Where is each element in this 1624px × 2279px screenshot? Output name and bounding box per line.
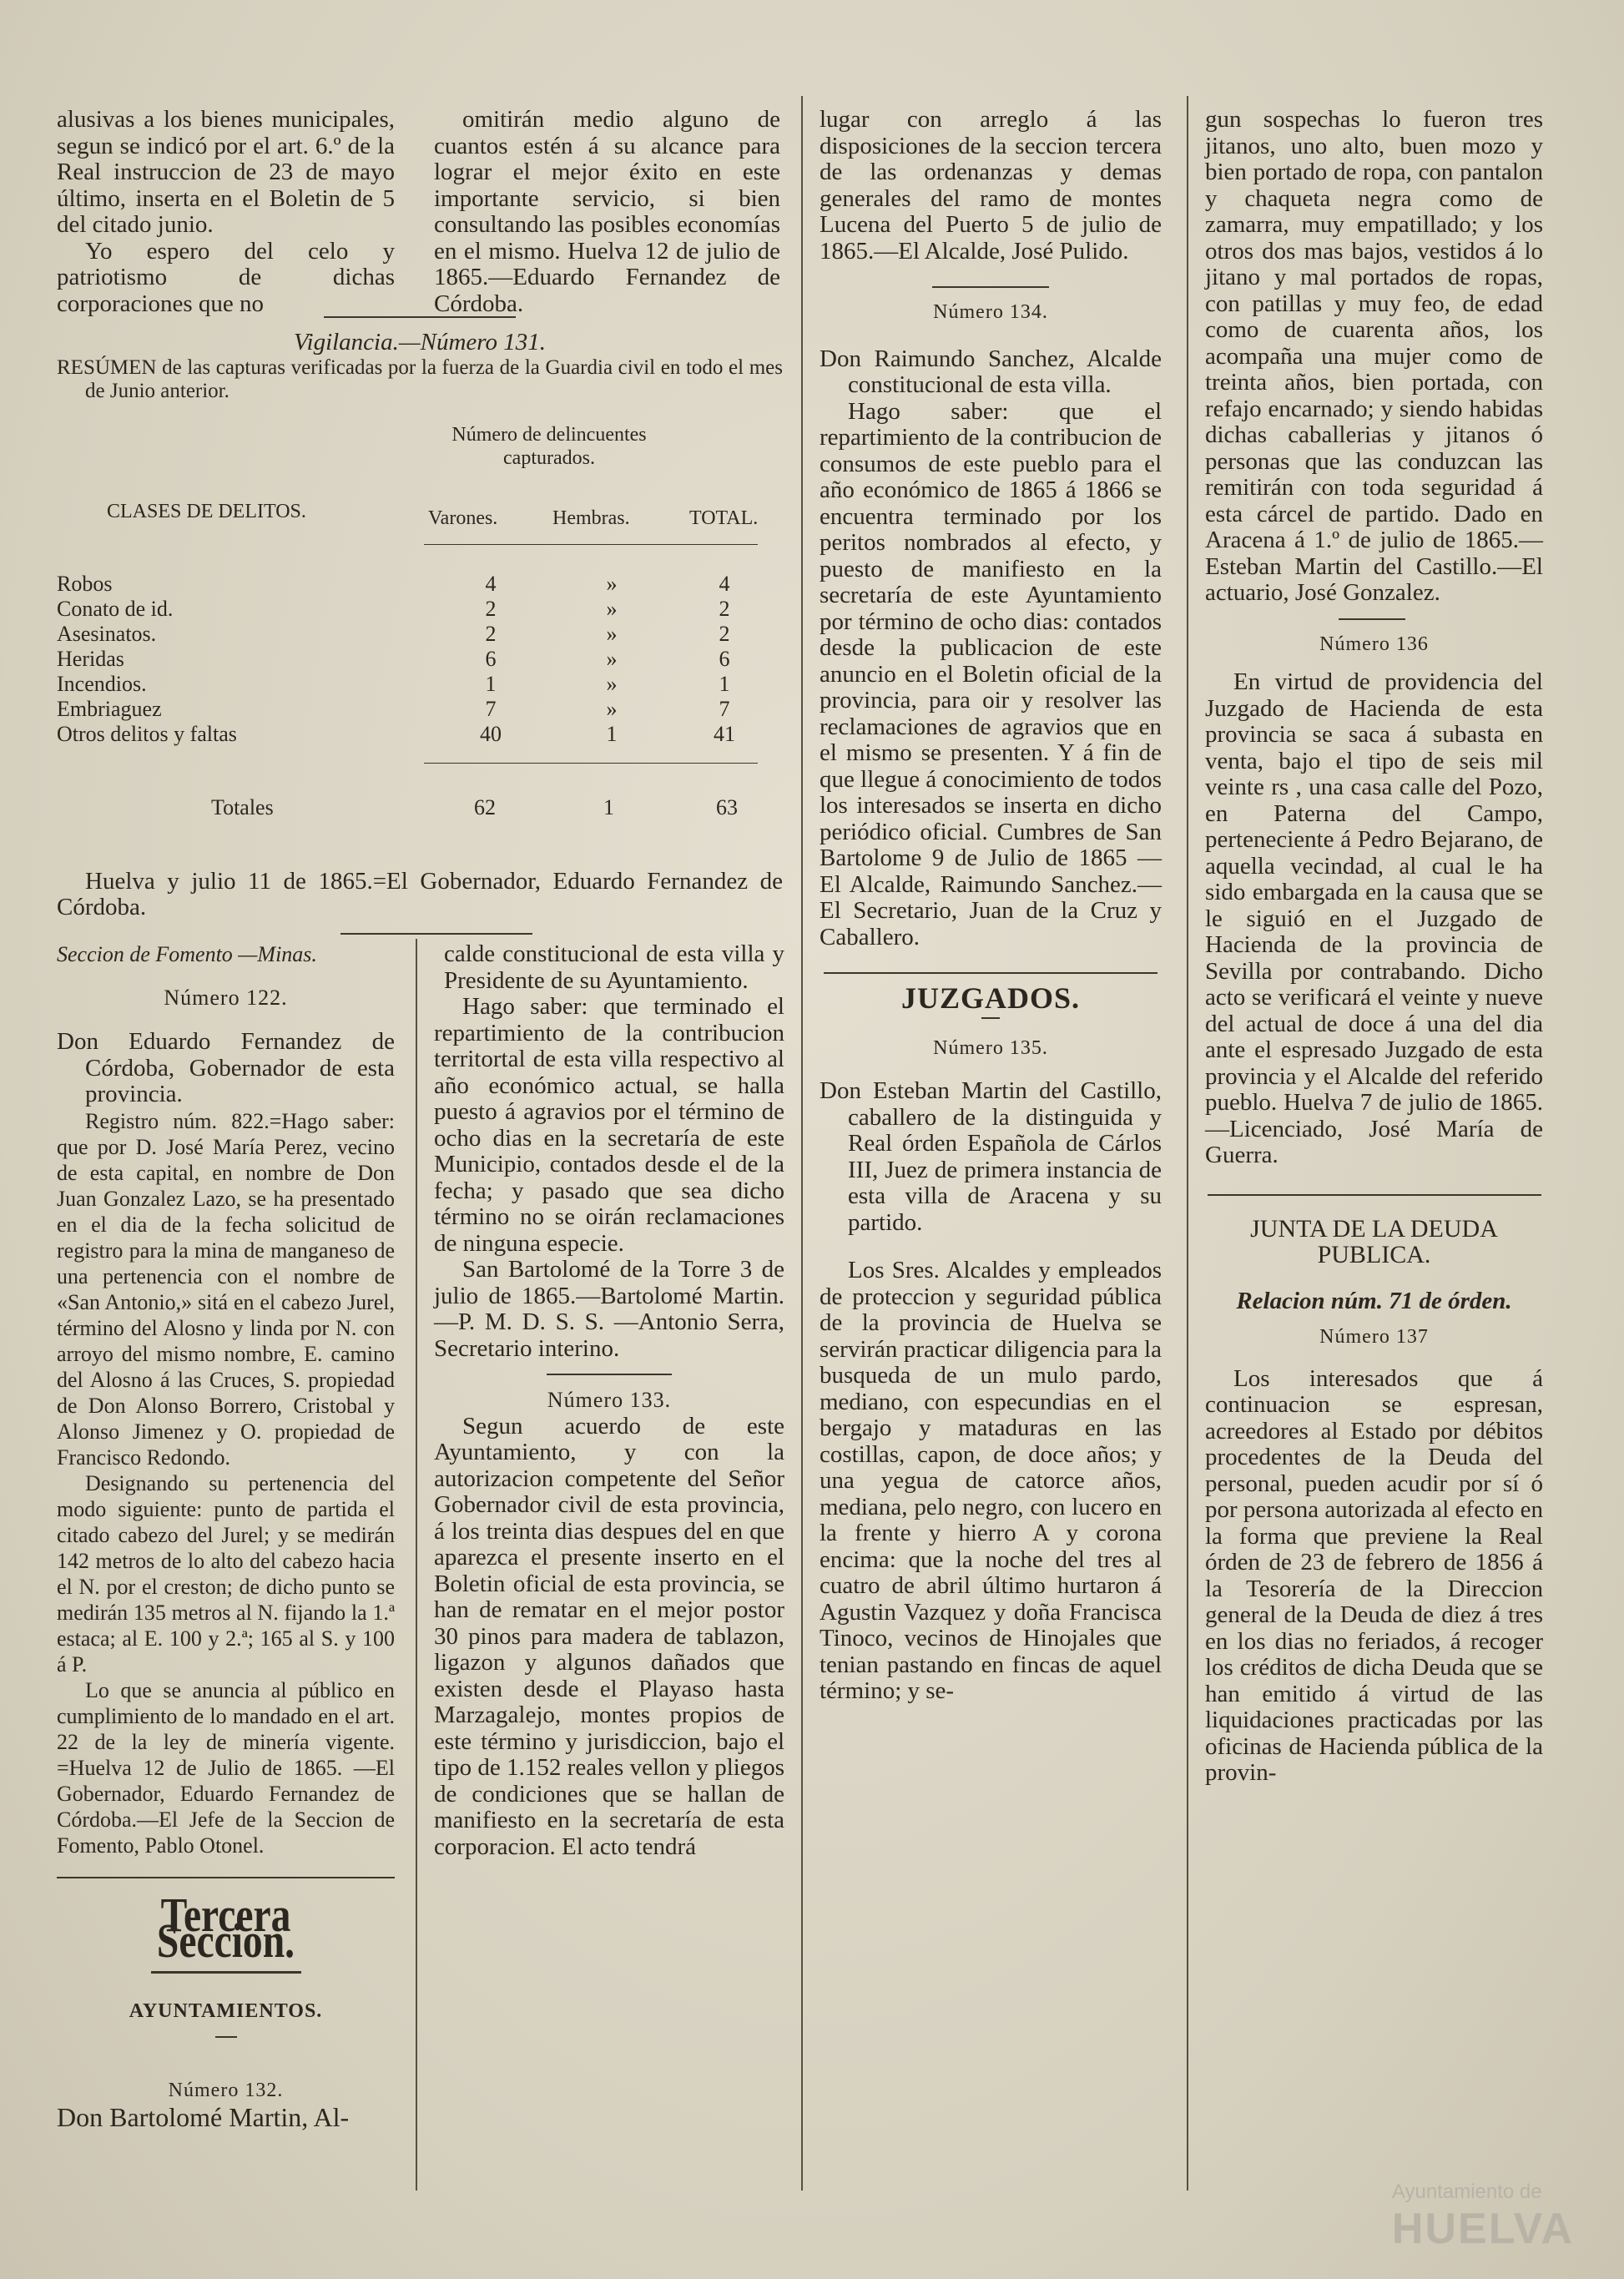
paragraph: Segun acuerdo de este Ayuntamiento, y con la autorizacion competente del Señor Gobernador civil de esta provincia, á los treinta dias despues del en que aparezca el presente inserto en el Boletin oficial de esta provincia, se han de rematar en el mejor postor 30 pinos para madera de tablazon, ligazon y algunos dañados que existen desde el Playaso hasta Marzagalejo, montes propios de este término y jurisdiccion, bajo el tipo de 1.152 reales vellon y pliegos de condiciones que se hallan de manifiesto en la secretaría de esta corporacion. El acto tendrá	[434, 1412, 784, 1860]
numero-134: Número 134.	[933, 301, 1048, 323]
row-label: Asesinatos.	[57, 621, 157, 646]
row-hembras: »	[606, 596, 618, 621]
numero-133: Número 133.	[547, 1388, 672, 1412]
row-varones: 40	[480, 721, 502, 746]
separator	[57, 1877, 395, 1878]
row-total: 7	[719, 696, 730, 721]
junta-heading: JUNTA DE LA DEUDA PUBLICA.	[1250, 1214, 1498, 1268]
table-row	[57, 622, 774, 647]
vigilancia-footer: Huelva y julio 11 de 1865.=El Gobernador, Eduardo Fernandez de Córdoba.	[57, 867, 783, 920]
row-varones: 2	[485, 596, 497, 621]
fomento-section: Seccion de Fomento —Minas.	[57, 942, 317, 966]
paragraph: gun sospechas lo fueron tres jitanos, uno alto, buen mozo y bien portado de ropa, con pantalon y chaqueta negra como de zamarra, muy empatillado; y los otros dos mas bajos, vestidos á lo jitano y mal portados de ropas, con patillas y muy feo, de edad como de cuarenta años, los acompaña una mujer como de treinta años, bien portada, con refajo encarnado; y siendo habidas dichas caballerias y jitanos ó personas que las conduzcan las remitirán con toda seguridad á esta cárcel de partido. Dado en Aracena á 1.º de julio de 1865.—Esteban Martin del Castillo.—El actuario, José Gonzalez.	[1205, 106, 1543, 606]
paragraph: En virtud de providencia del Juzgado de Hacienda de esta provincia se saca á subasta en venta, bajo el tipo de seis mil veinte rs , una casa calle del Pozo, en Paterna del Campo, perteneciente á Pedro Bejarano, de aquella vecindad, al cual le ha sido embargada en la causa que se le siguió en el Juzgado de Hacienda de la provincia de Sevilla por contrabando. Dicho acto se verificará el veinte y nueve del actual de doce á una del dia ante el espresado Juzgado de esta provincia y el Alcalde del referido pueblo. Huelva 7 de julio de 1865.—Licenciado, José María de Guerra.	[1205, 668, 1543, 1168]
fomento-numero: Número 122.	[164, 985, 288, 1010]
header-134: Don Raimundo Sanchez, Alcalde constitucional de esta villa.	[820, 345, 1162, 398]
separator	[981, 1017, 1000, 1019]
row-hembras: »	[606, 571, 618, 596]
numero-132: Número 132.	[168, 2080, 284, 2101]
vigilancia-summary: RESÚMEN de las capturas verificadas por la fuerza de la Guardia civil en todo el mes de Junio anterior.	[57, 355, 783, 402]
totals-label: Totales	[211, 794, 274, 819]
vigilancia-title: Vigilancia.—Número 131.	[293, 329, 547, 355]
column-3	[820, 107, 1162, 1705]
paragraph: omitirán medio alguno de cuantos estén á su alcance para lograr el mejor éxito en este importante servicio, si bien consultando las posibles economías en el mismo. Huelva 12 de julio de 1865.—Eduardo Fernandez de Córdoba.	[434, 106, 780, 317]
row-label: Embriaguez	[57, 696, 162, 721]
crime-rows	[57, 572, 774, 747]
column-1-top	[57, 107, 395, 317]
tercera-seccion-title: Tercera Seccion.	[156, 1887, 295, 1968]
paragraph: San Bartolomé de la Torre 3 de julio de 1865.—Bartolomé Martin.—P. M. D. S. S. —Antonio Serra, Secretario interino.	[434, 1256, 784, 1362]
row-varones: 2	[485, 621, 497, 646]
watermark-top: Ayuntamiento de	[1391, 2181, 1542, 2203]
row-hembras: »	[606, 646, 618, 671]
numero-136: Número 136	[1319, 633, 1429, 655]
table-row	[57, 647, 774, 672]
separator	[932, 286, 1049, 288]
row-total: 1	[719, 671, 730, 696]
row-total: 41	[714, 721, 735, 746]
paragraph: calde constitucional de esta villa y Presidente de su Ayuntamiento.	[444, 940, 784, 994]
col-varones: Varones.	[428, 507, 498, 529]
row-label: Incendios.	[57, 671, 147, 696]
row-total: 2	[719, 596, 730, 621]
paragraph: Los interesados que á continuacion se espresan, acreedores al Estado por débitos procedentes de la Deuda del personal, pueden acudir por sí ó por persona autorizada al efecto en la forma que previene la Real órden de 23 de febrero de 1856 á la Tesorería de la Direccion general de la Deuda de diez á tres en los dias no feriados, á recoger los créditos de dicha Deuda que se han emitido á virtud de las liquidaciones practicadas por las oficinas de Hacienda pública de la provin-	[1205, 1364, 1543, 1786]
column-divider	[416, 939, 417, 2191]
totals-hembras: 1	[603, 794, 614, 819]
ayuntamientos-heading: AYUNTAMIENTOS.	[129, 1999, 323, 2022]
numero-135: Número 135.	[933, 1036, 1048, 1059]
row-total: 4	[719, 571, 730, 596]
row-varones: 7	[485, 696, 497, 721]
row-label: Robos	[57, 571, 113, 596]
row-label: Conato de id.	[57, 596, 174, 621]
group-header: Número de delincuentes capturados.	[451, 423, 647, 469]
header-135: Don Esteban Martin del Castillo, caballero de la distinguida y Real órden Española de Cárlos III, Juez de primera instancia de esta villa de Aracena y su partido.	[820, 1077, 1162, 1236]
table-row	[57, 572, 774, 597]
paragraph: Lo que se anuncia al público en cumplimiento de lo mandado en el art. 22 de la ley de minería vigente. =Huelva 12 de Julio de 1865. —El Gobernador, Eduardo Fernandez de Córdoba.—El Jefe de la Seccion de Fomento, Pablo Otonel.	[57, 1677, 395, 1858]
header-rule	[424, 544, 758, 545]
separator	[340, 933, 532, 935]
row-total: 2	[719, 621, 730, 646]
table-row	[57, 722, 774, 747]
column-2-lower	[434, 941, 784, 1860]
column-2-top	[434, 107, 780, 317]
paragraph: Hago saber: que el repartimiento de la contribucion de consumos de este pueblo para el año económico de 1865 á 1866 se encuentra terminado por los peritos nombrados al efecto, y puesto de manifiesto en la secretaría de este Ayuntamiento por término de ocho dias: contados desde la publicacion de este anuncio en el Boletin oficial de la provincia, para oir y resolver las reclamaciones de agravios que en el mismo se presenten. Y á fin de que llegue á conocimiento de todos los interesados se inserta en dicho periódico oficial. Cumbres de San Bartolome 9 de Julio de 1865 — El Alcalde, Raimundo Sanchez.—El Secretario, Juan de la Cruz y Caballero.	[820, 397, 1162, 950]
totals-varones: 62	[474, 794, 496, 819]
separator	[824, 972, 1157, 974]
row-label: Heridas	[57, 646, 124, 671]
paragraph: Don Bartolomé Martin, Al-	[57, 2101, 350, 2132]
separator	[547, 1374, 672, 1375]
row-hembras: 1	[606, 721, 618, 746]
numero-137: Número 137	[1319, 1326, 1429, 1348]
row-varones: 4	[485, 571, 497, 596]
column-divider	[801, 96, 803, 2191]
ornament-rule	[151, 1971, 301, 1974]
vigilancia-block	[57, 305, 783, 946]
paragraph: Registro núm. 822.=Hago saber: que por D. José María Perez, vecino de esta capital, en nombre de Don Juan Gonzalez Lazo, se ha presentado en el dia de la fecha solicitud de registro para la mina de manganeso de una pertenencia con el nombre de «San Antonio,» sitá en el cabezo Jurel, término del Alosno y linda por N. con arroyo del mismo nombre, E. camino del Alosno á las Cruces, S. propiedad de Don Alonso Borrero, Cristobal y Alonso Jimenez y O. propiedad de Francisco Redondo.	[57, 1108, 395, 1470]
col-total: TOTAL.	[689, 507, 759, 529]
separator	[1208, 1194, 1541, 1196]
paragraph: lugar con arreglo á las disposiciones de la seccion tercera de las ordenanzas y demas generales del ramo de montes Lucena del Puerto 5 de julio de 1865.—El Alcalde, José Pulido.	[820, 106, 1162, 265]
paragraph: Los Sres. Alcaldes y empleados de proteccion y seguridad pública de la provincia de Huelva se servirán practicar diligencia para la busqueda de un mulo pardo, mediano, con especundias en el bergajo y mataduras en las costillas, capon, de doce años; y una yegua de catorce años, mediana, pelo negro, con lucero en la frente y hierro A y corona encima: que la noche del tres al cuatro de abril último hurtaron á Agustin Vazquez y doña Francisca Tinoco, vecinos de Hinojales que tenian pastando en fincas de aquel término; y se-	[820, 1257, 1162, 1704]
capture-table	[57, 423, 783, 874]
separator	[1339, 618, 1405, 620]
totals-total: 63	[716, 794, 738, 819]
row-varones: 1	[485, 671, 497, 696]
column-1-lower	[57, 941, 395, 2130]
column-divider	[1187, 96, 1188, 2191]
row-label: Otros delitos y faltas	[57, 721, 237, 746]
table-row	[57, 697, 774, 722]
row-hembras: »	[606, 696, 618, 721]
juzgados-heading: JUZGADOS.	[900, 981, 1081, 1015]
row-hembras: »	[606, 671, 618, 696]
table-row	[57, 597, 774, 622]
row-hembras: »	[606, 621, 618, 646]
watermark-big: HUELVA	[1391, 2205, 1574, 2253]
paragraph: Designando su pertenencia del modo siguiente: punto de partida el citado cabezo del Jurel; y se medirán 142 metros de lo alto del cabezo hacia el N. por el creston; de dicho punto se medirán 135 metros al N. fijando la 1.ª estaca; al E. 100 y 2.ª; 165 al S. y 100 á P.	[57, 1470, 395, 1676]
row-total: 6	[719, 646, 730, 671]
separator	[215, 2036, 237, 2038]
archive-watermark	[1392, 2181, 1574, 2254]
row-varones: 6	[485, 646, 497, 671]
fomento-header: Don Eduardo Fernandez de Córdoba, Gobernador de esta provincia.	[57, 1028, 395, 1107]
col-hembras: Hembras.	[552, 507, 630, 529]
paragraph: alusivas a los bienes municipales, segun se indicó por el art. 6.º de la Real instruccion de 23 de mayo último, inserta en el Boletin de 5 del citado junio.	[57, 106, 395, 238]
col-clases: CLASES DE DELITOS.	[107, 500, 306, 522]
table-row	[57, 672, 774, 697]
separator	[324, 316, 516, 318]
column-4	[1205, 107, 1543, 1787]
totals-rule	[424, 763, 758, 764]
paragraph: Yo espero del celo y patriotismo de dichas corporaciones que no	[57, 237, 395, 317]
relacion: Relacion núm. 71 de órden.	[1236, 1287, 1512, 1314]
paragraph: Hago saber: que terminado el repartimiento de la contribucion territortal de esta villa respectivo al año económico actual, se halla puesto á agravios por el término de ocho dias en la secretaría de este Municipio, contados desde el de la fecha; y pasado que sea dicho término no se oirán reclamaciones de ninguna especie.	[434, 993, 784, 1257]
